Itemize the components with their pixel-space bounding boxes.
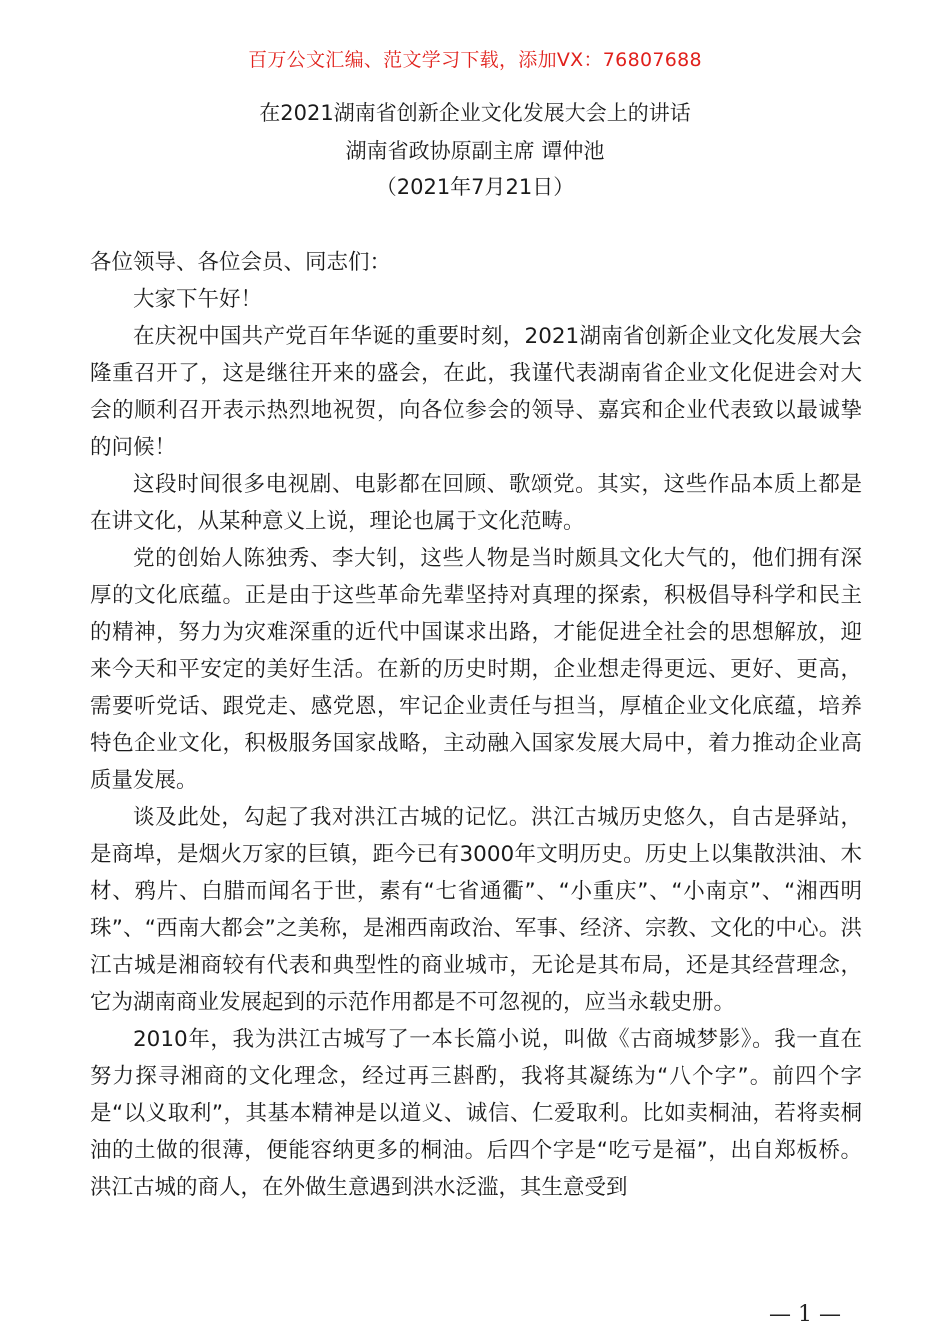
paragraph-3: 党的创始人陈独秀、李大钊，这些人物是当时颇具文化大气的，他们拥有深厚的文化底蕴。正是由于这些革命先辈坚持对真理的探索，积极倡导科学和民主的精神，努力为灾难深重的近代中国谋求出路，才能促进全社会的思想解放，迎来今天和平安定的美好生活。在新的历史时期，企业想走得更远、更好、更高，需要听党话、跟党走、感党恩，牢记企业责任与担当，厚植企业文化底蕴，培养特色企业文化，积极服务国家战略，主动融入国家发展大局中，着力推动企业高质量发展。 — [90, 546, 862, 793]
paragraph-greeting: 大家下午好！ — [133, 287, 263, 312]
paragraph-4: 谈及此处，勾起了我对洪江古城的记忆。洪江古城历史悠久，自古是驿站，是商埠，是烟火万家的巨镇，距今已有3000年文明历史。历史上以集散洪油、木材、鸦片、白腊而闻名于世，素有“七省通衢”、“小重庆”、“小南京”、“湘西明珠”、“西南大都会”之美称，是湘西南政治、军事、经济、宗教、文化的中心。洪江古城是湘商较有代表和典型性的商业城市，无论是其布局，还是其经营理念，它为湖南商业发展起到的示范作用都是不可忽视的，应当永载史册。 — [90, 805, 862, 1015]
speaker-line: 湖南省政协原副主席 谭仲池 — [345, 139, 605, 163]
paragraph-1: 在庆祝中国共产党百年华诞的重要时刻，2021湖南省创新企业文化发展大会隆重召开了，这是继往开来的盛会，在此，我谨代表湖南省企业文化促进会对大会的顺利召开表示热烈地祝贺，向各位参会的领导、嘉宾和企业代表致以最诚挚的问候！ — [90, 324, 862, 460]
document-title: 在2021湖南省创新企业文化发展大会上的讲话 — [259, 101, 691, 125]
speech-body — [90, 244, 862, 1206]
salutation: 各位领导、各位会员、同志们： — [90, 250, 392, 275]
date-line: （2021年7月21日） — [375, 175, 575, 199]
paragraph-5: 2010年，我为洪江古城写了一本长篇小说，叫做《古商城梦影》。我一直在努力探寻湘商的文化理念，经过再三斟酌，我将其凝练为“八个字”。前四个字是“以义取利”，其基本精神是以道义、诚信、仁爱取利。比如卖桐油，若将卖桐油的土做的很薄，便能容纳更多的桐油。后四个字是“吃亏是福”，出自郑板桥。洪江古城的商人，在外做生意遇到洪水泛滥，其生意受到 — [90, 1027, 862, 1200]
paragraph-2: 这段时间很多电视剧、电影都在回顾、歌颂党。其实，这些作品本质上都是在讲文化，从某种意义上说，理论也属于文化范畴。 — [90, 472, 862, 534]
page-number: — 1 — — [769, 1302, 841, 1327]
header-ad-text: 百万公文汇编、范文学习下载，添加VX：76807688 — [248, 49, 702, 71]
